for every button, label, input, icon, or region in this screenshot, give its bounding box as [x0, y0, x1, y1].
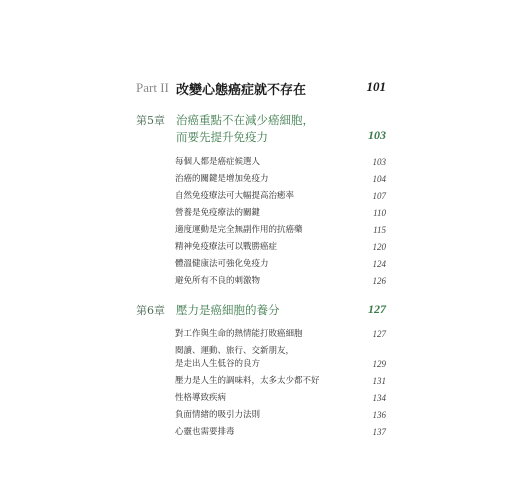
chapter-5-heading: [136, 112, 386, 148]
toc-entry-page: 137: [372, 427, 386, 437]
toc-entry-page: 110: [373, 208, 386, 218]
chapter-title-line: 治癌重點不在減少癌細胞，: [176, 113, 314, 127]
toc-entry-title: 治癌的關鍵是增加免疫力: [175, 174, 269, 184]
chapter-page-number: 103: [368, 128, 386, 142]
toc-entry-title: 每個人都是癌症候選人: [175, 157, 261, 167]
toc-entry: [175, 375, 386, 388]
toc-entry-page: 126: [372, 276, 386, 286]
toc-entry-page: 104: [372, 174, 386, 184]
toc-entry-page: 127: [372, 329, 386, 339]
chapter-title-line: 壓力是癌細胞的養分: [176, 303, 280, 317]
part-page-number: 101: [366, 79, 386, 94]
toc-entry-page: 107: [372, 191, 386, 201]
toc-entry: [175, 275, 386, 288]
chapter-title-line: 而要先提升免疫力: [176, 130, 268, 144]
toc-entry-title: 營養是免疫療法的關鍵: [175, 208, 261, 218]
toc-entry-title: 適度運動是完全無副作用的抗癌藥: [175, 225, 303, 235]
part-heading: [136, 80, 386, 100]
toc-entry: [175, 190, 386, 203]
toc-entry: [175, 241, 386, 254]
toc-entry-title: 精神免疫療法可以戰勝癌症: [175, 242, 278, 252]
toc-entry: [175, 173, 386, 186]
chapter-label: 第6章: [136, 304, 165, 317]
toc-entry-title: [175, 345, 386, 371]
chapter-title: [176, 112, 314, 146]
toc-entry: [175, 409, 386, 422]
toc-entry-title-line: 是走出人生低谷的良方: [175, 359, 261, 369]
toc-entry: [175, 156, 386, 169]
toc-entry: [175, 207, 386, 220]
chapter-title: [176, 302, 280, 319]
toc-entry-page: 134: [372, 393, 386, 403]
toc-entry-title: 壓力是人生的調味料，太多太少都不好: [175, 376, 320, 386]
toc-entry: [175, 392, 386, 405]
toc-entry: [175, 258, 386, 271]
toc-entry-page: 103: [372, 157, 386, 167]
toc-entry-title: 對工作與生命的熱情能打敗癌細胞: [175, 329, 303, 339]
toc-entry-title: 體溫健康法可強化免疫力: [175, 259, 269, 269]
toc-entry: [175, 345, 386, 371]
toc-entry-page: 124: [372, 259, 386, 269]
toc-entry: [175, 224, 386, 237]
chapter-6-heading: [136, 302, 386, 320]
toc-entry-page: 131: [372, 376, 386, 386]
toc-entry-page: 129: [372, 359, 386, 369]
toc-entry: [175, 328, 386, 341]
toc-entry-page: 115: [373, 225, 386, 235]
toc-entry: [175, 426, 386, 439]
toc-entry-page: 136: [372, 410, 386, 420]
part-label: Part II: [136, 80, 169, 95]
toc-entry-title: 性格導致疾病: [175, 393, 227, 403]
toc-entry-title-line: 閱讀、運動、旅行、交新朋友，: [175, 346, 295, 356]
chapter-page-number: 127: [368, 302, 386, 316]
toc-entry-title: 避免所有不良的刺激物: [175, 276, 261, 286]
toc-entry-title: 自然免疫療法可大幅提高治癒率: [175, 191, 295, 201]
toc-entry-title: 心靈也需要排毒: [175, 427, 235, 437]
toc-entry-page: 120: [372, 242, 386, 252]
chapter-label: 第5章: [136, 114, 165, 127]
toc-entry-title: 負面情緒的吸引力法則: [175, 410, 261, 420]
part-title: 改變心態癌症就不存在: [176, 83, 307, 98]
